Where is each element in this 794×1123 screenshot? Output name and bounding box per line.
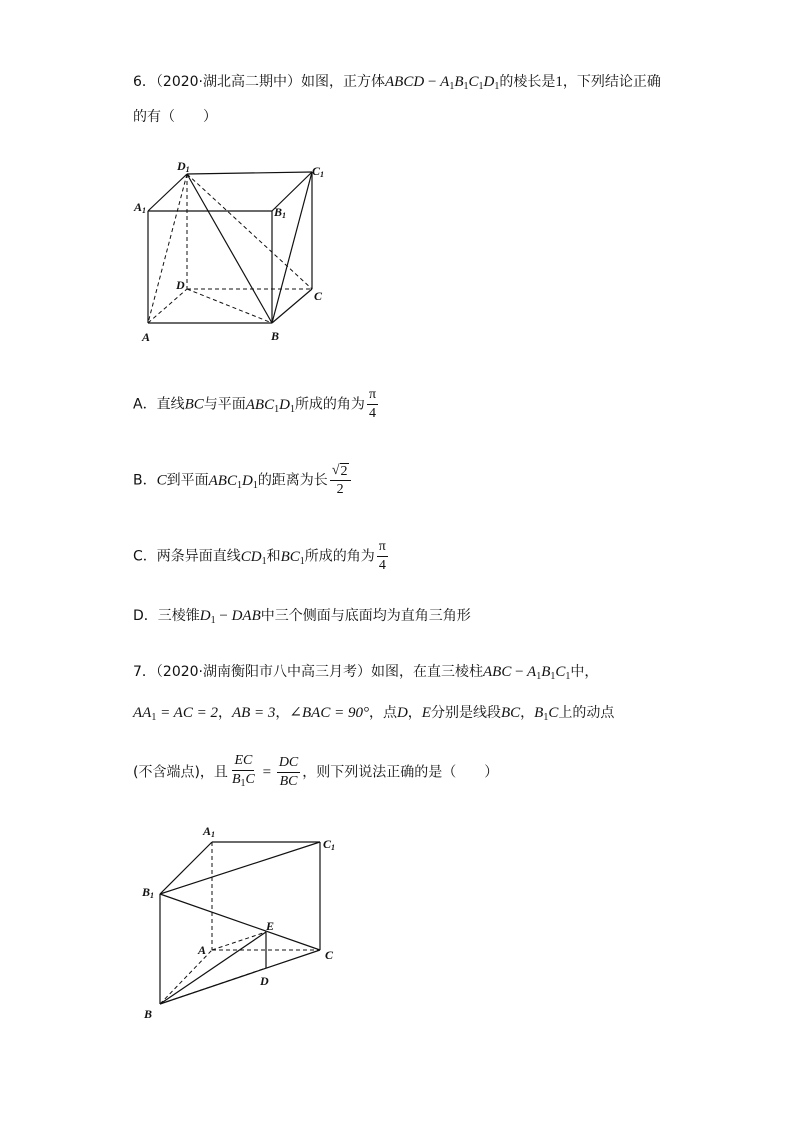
label-D-prism: D — [260, 974, 269, 988]
label-E: E — [266, 919, 275, 933]
q6-text-edge: 的棱长是 — [499, 74, 556, 90]
label-B-prism: B — [144, 1007, 153, 1021]
q6-option-b[interactable]: B．C到平面$ABC_1D_1$的距离为长 √ 2 2 — [133, 462, 353, 499]
q7-stem-line3: (不含端点)，且 $\frac{EC}{B_1C}$ = $\frac{DC}{BC}$ ，则下列说法正确的是（ ） — [133, 752, 498, 793]
q6-source: （2020·湖北高二期中） — [155, 74, 302, 90]
q6-stem-line2: 的有（ ） — [133, 109, 217, 125]
fraction-ec-b1c: $\frac{EC}{B_1C}$ — [231, 753, 255, 789]
fraction-sqrt2-2: √ 2 2 — [330, 462, 351, 499]
label-C: C — [314, 289, 323, 303]
label-A-prism: A — [198, 943, 207, 957]
q7-stem-line2: $AA_1$ = AC = 2，AB = 3，∠BAC = 90°，点D，E分别是线段BC，$B_1C$上的动点 — [133, 705, 615, 723]
label-B1-prism: B1 — [142, 885, 155, 900]
q6-option-a[interactable]: A．直线BC与平面$ABC_1D_1$所成的角为 $\frac{\pi}{4}$ — [133, 387, 377, 421]
q6-option-c[interactable]: C．两条异面直线$CD_1$和$BC_1$所成的角为 $\frac{\pi}{4}$ — [133, 539, 386, 573]
label-D1: D1 — [177, 159, 190, 174]
fraction-pi-4-c: $\frac{\pi}{4}$ — [378, 539, 386, 573]
q6-text: 如图，正方体 — [301, 74, 386, 90]
fraction-pi-4: $\frac{\pi}{4}$ — [368, 387, 377, 421]
label-C1-prism: C1 — [323, 837, 336, 852]
q6-length: 1 — [555, 74, 563, 90]
label-A1-prism: A1 — [203, 824, 216, 839]
q6-number: 6． — [133, 74, 156, 90]
label-B1: B1 — [274, 205, 287, 220]
label-A: A — [142, 330, 151, 344]
label-C1: C1 — [312, 164, 325, 179]
q6-text-2: ，下列结论正确 — [562, 74, 661, 90]
q6-cube-name: ABCD − $A_1B_1C_1D_1$ — [385, 74, 500, 92]
q6-option-d[interactable]: D．三棱锥$D_1$ − DAB中三个侧面与底面均为直角三角形 — [133, 608, 471, 626]
fraction-dc-bc: $\frac{DC}{BC}$ — [278, 755, 299, 789]
label-B: B — [271, 329, 280, 343]
label-A1: A1 — [134, 200, 147, 215]
label-C-prism: C — [325, 948, 334, 962]
q7-stem-line1: 7．（2020·湖南衡阳市八中高三月考）如图，在直三棱柱ABC − $A_1B_1C_1$中， — [133, 664, 599, 682]
label-D: D — [176, 278, 185, 292]
